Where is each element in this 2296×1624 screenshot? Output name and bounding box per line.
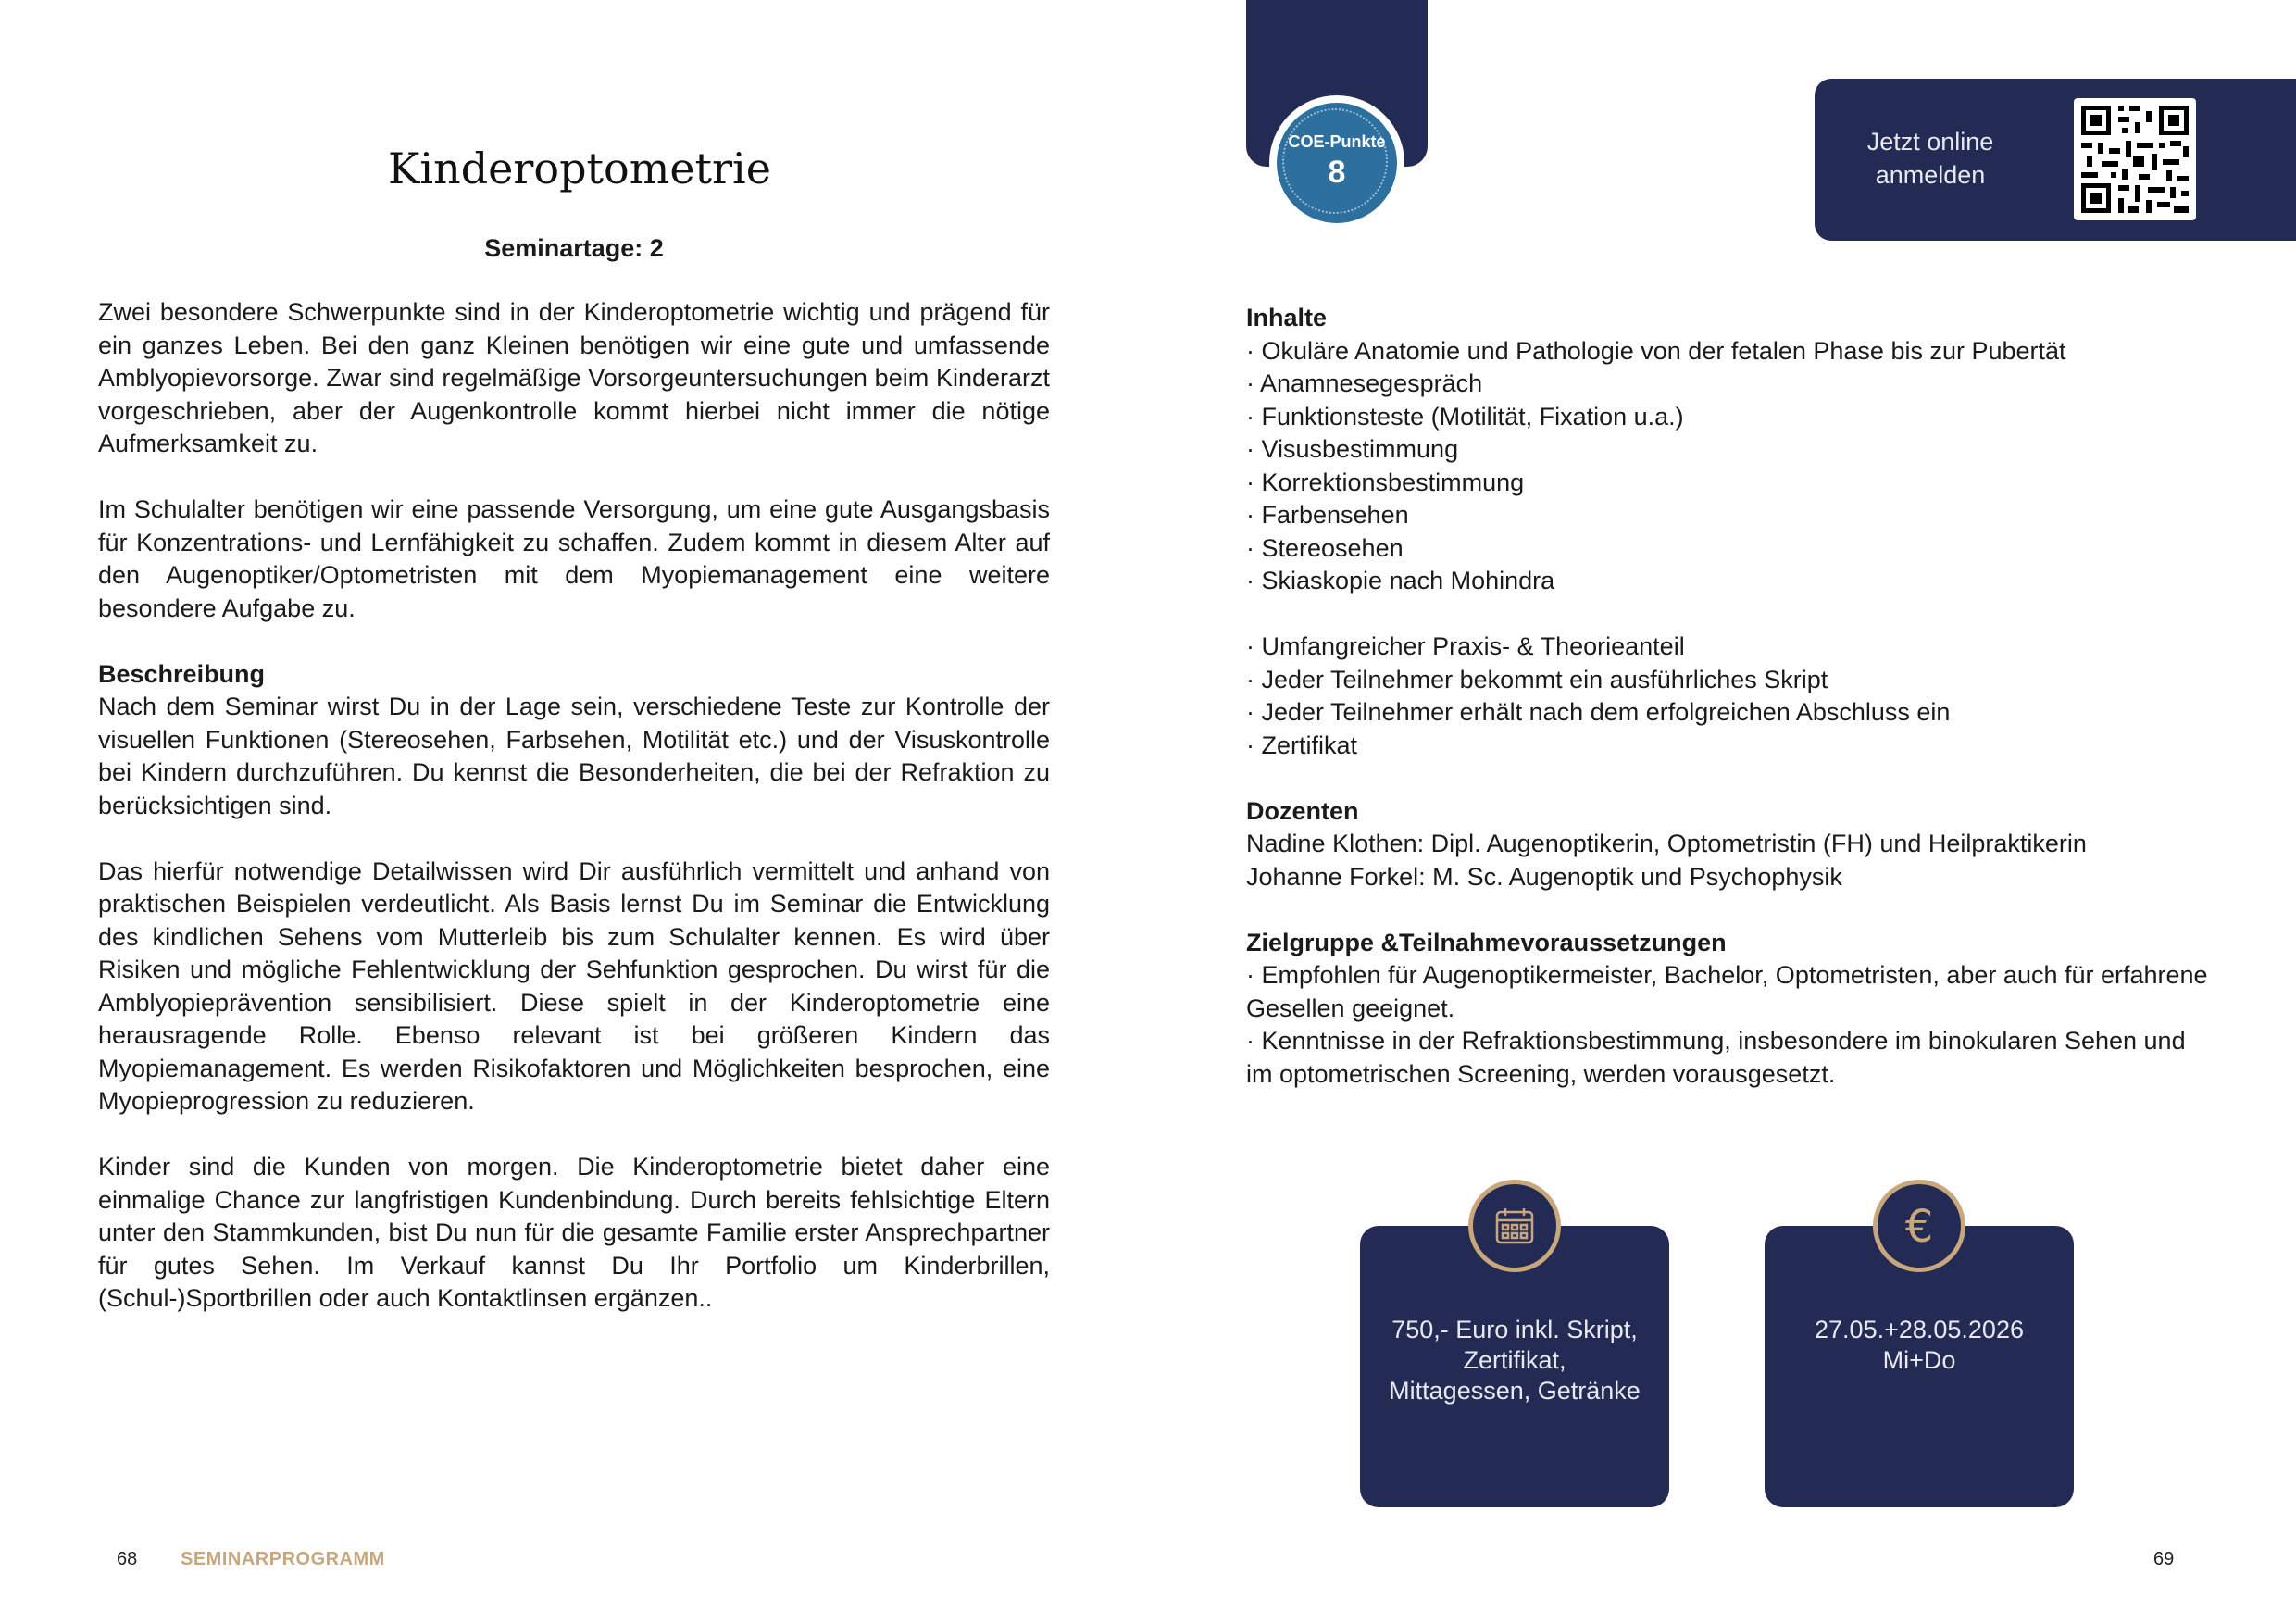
zielgruppe-item: · Empfohlen für Augenoptikermeister, Bachelor, Optometristen, aber auch für erfahrene Gesellen geeignet. — [1246, 961, 2208, 1022]
dozenten-heading: Dozenten — [1246, 796, 1359, 825]
online-register-box[interactable] — [1815, 79, 2296, 241]
calendar-icon — [1468, 1180, 1561, 1272]
intro-paragraph: Im Schulalter benötigen wir eine passende Versorgung, um eine gute Ausgangsbasis für Konzentrations- und Lernfähigkeit zu schaffen. Zudem kommt in diesem Alter auf den Augenoptiker/Optometristen mit dem Myopiemanagement eine weitere besondere Aufgabe zu. — [98, 495, 1050, 622]
coe-label: COE-Punkte — [1288, 132, 1386, 151]
description-paragraph: Kinder sind die Kunden von morgen. Die Kinderoptometrie bietet daher eine einmalige Chance zur langfristigen Kundenbindung. Durch bereits fehlsichtige Eltern unter den Stammkunden, bist Du nun für die gesamte Familie erster Ansprechpartner für gutes Sehen. Im Verkauf kannst Du Ihr Portfolio um Kinderbrillen, (Schul-)Sportbrillen oder auch Kontaktlinsen ergänzen.. — [98, 1153, 1050, 1312]
description-paragraph: Das hierfür notwendige Detailwissen wird Dir ausführlich vermittelt und anhand von praktischen Beispielen verdeutlicht. Als Basis lernst Du im Seminar die Entwicklung des kindlichen Sehens vom Mutterleib bis zum Schulalter kennen. Es wird über Risiken und mögliche Fehlentwicklung der Sehfunktion gesprochen. Du wirst für die Amblyopieprävention sensibilisiert. Diese spielt in der Kinderoptometrie eine herausragende Rolle. Ebenso relevant ist bei größeren Kindern das Myopiemanagement. Es werden Risikofaktoren und Möglichkeiten besprochen, eine Myopieprogression zu reduzieren. — [98, 856, 1050, 1115]
intro-paragraph: Zwei besondere Schwerpunkte sind in der Kinderoptometrie wichtig und prägend für ein ganzes Leben. Bei den ganz Kleinen benötigen wir eine gute und umfassende Amblyopievorsorge. Zwar sind regelmäßige Vorsorgeuntersuchungen beim Kinderarzt vorgeschrieben, aber der Augenkontrolle kommt hierbei nicht immer die nötige Aufmerksamkeit zu. — [98, 298, 1050, 457]
inhalte-item: · Okuläre Anatomie und Pathologie von der fetalen Phase bis zur Pubertät — [1246, 336, 2066, 365]
seminar-days: Seminartage: 2 — [484, 234, 664, 262]
extra-item: · Jeder Teilnehmer bekommt ein ausführliches Skript — [1246, 665, 1828, 693]
page-title: Kinderoptometrie — [388, 144, 771, 194]
inhalte-item: · Visusbestimmung — [1246, 435, 1459, 463]
extra-item: · Jeder Teilnehmer erhält nach dem erfolgreichen Abschluss ein — [1246, 698, 1951, 726]
euro-icon — [1873, 1180, 1965, 1272]
inhalte-item: · Skiaskopie nach Mohindra — [1246, 567, 1555, 594]
dozent-line: Johanne Forkel: M. Sc. Augenoptik und Psychophysik — [1246, 862, 1842, 891]
inhalte-item: · Farbensehen — [1246, 501, 1409, 529]
description-heading: Beschreibung — [98, 659, 266, 688]
right-page — [1148, 0, 2296, 1624]
zielgruppe-item: · Kenntnisse in der Refraktionsbestimmung, insbesondere im binokularen Sehen und im optometrischen Screening, werden vorausgesetzt. — [1246, 1027, 2186, 1088]
course-details — [1246, 302, 2209, 1091]
inhalte-item: · Anamnesegespräch — [1246, 369, 1483, 397]
intro-text — [98, 296, 1050, 1348]
price-line: 750,- Euro inkl. Skript, — [1391, 1316, 1638, 1343]
price-line: Mittagessen, Getränke — [1389, 1377, 1641, 1405]
euro-symbol: € — [1904, 1201, 1934, 1253]
description-paragraph: Nach dem Seminar wirst Du in der Lage sein, verschiedene Teste zur Kontrolle der visuellen Funktionen (Stereosehen, Farbsehen, Motilität etc.) und der Visuskontrolle bei Kindern durchzuführen. Du kennst die Besonderheiten, die bei der Refraktion zu berücksichtigen sind. — [98, 693, 1050, 819]
price-line: Zertifikat, — [1463, 1346, 1566, 1374]
page-number-right: 69 — [2153, 1549, 2175, 1569]
page-number-left: 68 — [117, 1549, 138, 1569]
zielgruppe-heading: Zielgruppe &Teilnahmevoraussetzungen — [1246, 928, 1727, 956]
inhalte-item: · Korrektionsbestimmung — [1246, 468, 1525, 496]
footer-label: SEMINARPROGRAMM — [181, 1549, 385, 1569]
inhalte-item: · Funktionsteste (Motilität, Fixation u.a.) — [1246, 402, 1684, 431]
price-text — [1369, 1315, 1660, 1406]
date-text — [1774, 1315, 2065, 1376]
inhalte-item: · Stereosehen — [1246, 533, 1404, 562]
extra-item: · Zertifikat — [1246, 731, 1358, 759]
date-line: Mi+Do — [1882, 1346, 1956, 1374]
register-line: anmelden — [1875, 161, 1986, 189]
extra-item: · Umfangreicher Praxis- & Theorieanteil — [1246, 632, 1685, 660]
register-line: Jetzt online — [1866, 128, 1994, 156]
qr-code-icon[interactable] — [2074, 98, 2196, 220]
register-text[interactable] — [1852, 125, 2009, 192]
coe-value: 8 — [1328, 155, 1346, 190]
inhalte-heading: Inhalte — [1246, 304, 1328, 331]
dozent-line: Nadine Klothen: Dipl. Augenoptikerin, Optometristin (FH) und Heilpraktikerin — [1246, 830, 2087, 857]
date-line: 27.05.+28.05.2026 — [1815, 1316, 2024, 1343]
coe-badge — [1269, 95, 1404, 231]
